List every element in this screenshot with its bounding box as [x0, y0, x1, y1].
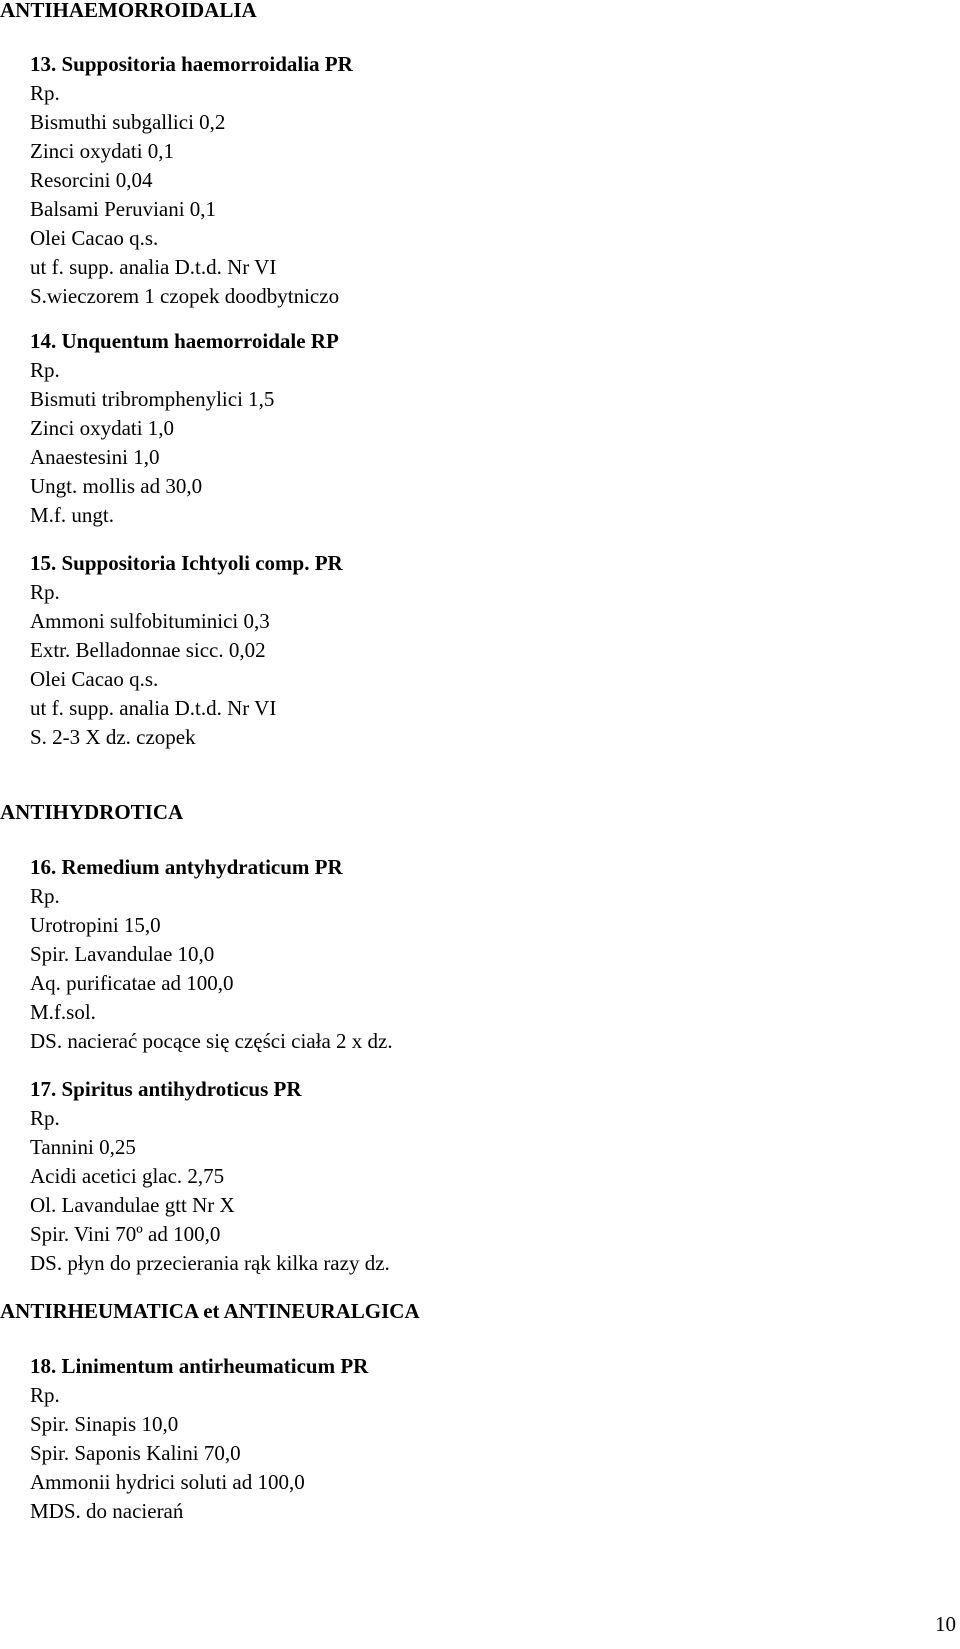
recipe-line: S. 2-3 X dz. czopek	[30, 725, 196, 749]
recipe-lines	[30, 882, 393, 1056]
recipe-line: Extr. Belladonnae sicc. 0,02	[30, 638, 266, 662]
recipe-line: Olei Cacao q.s.	[30, 226, 159, 250]
recipe-line: Rp.	[30, 884, 60, 908]
recipe-line: S.wieczorem 1 czopek doodbytniczo	[30, 284, 340, 308]
recipe-line: Aq. purificatae ad 100,0	[30, 971, 234, 995]
recipe-title: 18. Linimentum antirheumaticum PR	[30, 1354, 369, 1378]
recipe-line: ut f. supp. analia D.t.d. Nr VI	[30, 255, 277, 279]
recipe-line: Spir. Lavandulae 10,0	[30, 942, 215, 966]
recipe-line: DS. nacierać pocące się części ciała 2 x dz.	[30, 1029, 393, 1053]
recipe-line: M.f.sol.	[30, 1000, 96, 1024]
recipe-title: 13. Suppositoria haemorroidalia PR	[30, 52, 353, 76]
recipe-line: Balsami Peruviani 0,1	[30, 197, 217, 221]
recipe-title: 17. Spiritus antihydroticus PR	[30, 1077, 302, 1101]
recipe-16	[30, 853, 393, 1056]
recipe-line: Spir. Saponis Kalini 70,0	[30, 1441, 241, 1465]
recipe-lines	[30, 1104, 390, 1278]
recipe-line: MDS. do nacierań	[30, 1499, 184, 1523]
recipe-lines	[30, 1381, 368, 1526]
recipe-line: Zinci oxydati 1,0	[30, 416, 175, 440]
recipe-lines	[30, 79, 353, 311]
recipe-line: Urotropini 15,0	[30, 913, 161, 937]
recipe-line: Olei Cacao q.s.	[30, 667, 159, 691]
recipe-line: Zinci oxydati 0,1	[30, 139, 175, 163]
recipe-line: Resorcini 0,04	[30, 168, 153, 192]
recipe-14	[30, 327, 339, 530]
recipe-line: Ungt. mollis ad 30,0	[30, 474, 203, 498]
recipe-line: ut f. supp. analia D.t.d. Nr VI	[30, 696, 277, 720]
recipe-line: M.f. ungt.	[30, 503, 114, 527]
recipe-line: Ammoni sulfobituminici 0,3	[30, 609, 270, 633]
section-title-antihaemorroidalia: ANTIHAEMORROIDALIA	[0, 0, 257, 22]
recipe-line: Rp.	[30, 1383, 60, 1407]
recipe-line: Acidi acetici glac. 2,75	[30, 1164, 225, 1188]
recipe-line: Rp.	[30, 580, 60, 604]
recipe-line: Rp.	[30, 81, 60, 105]
recipe-title: 14. Unquentum haemorroidale RP	[30, 329, 339, 353]
recipe-15	[30, 549, 343, 752]
section-title-antirheumatica: ANTIRHEUMATICA et ANTINEURALGICA	[0, 1299, 420, 1323]
recipe-title: 16. Remedium antyhydraticum PR	[30, 855, 343, 879]
page-number: 10	[935, 1612, 956, 1636]
section-title-antihydrotica: ANTIHYDROTICA	[0, 800, 184, 824]
recipe-line: DS. płyn do przecierania rąk kilka razy dz.	[30, 1251, 390, 1275]
recipe-line: Rp.	[30, 358, 60, 382]
recipe-17	[30, 1075, 390, 1278]
recipe-line: Bismuthi subgallici 0,2	[30, 110, 226, 134]
recipe-lines	[30, 356, 339, 530]
recipe-line: Spir. Sinapis 10,0	[30, 1412, 179, 1436]
recipe-13	[30, 50, 353, 311]
recipe-line: Bismuti tribromphenylici 1,5	[30, 387, 275, 411]
recipe-line: Anaestesini 1,0	[30, 445, 160, 469]
recipe-line: Ol. Lavandulae gtt Nr X	[30, 1193, 235, 1217]
recipe-line: Ammonii hydrici soluti ad 100,0	[30, 1470, 305, 1494]
recipe-18	[30, 1352, 368, 1526]
recipe-line: Tannini 0,25	[30, 1135, 136, 1159]
recipe-lines	[30, 578, 343, 752]
recipe-title: 15. Suppositoria Ichtyoli comp. PR	[30, 551, 343, 575]
recipe-line: Spir. Vini 70º ad 100,0	[30, 1222, 221, 1246]
recipe-line: Rp.	[30, 1106, 60, 1130]
